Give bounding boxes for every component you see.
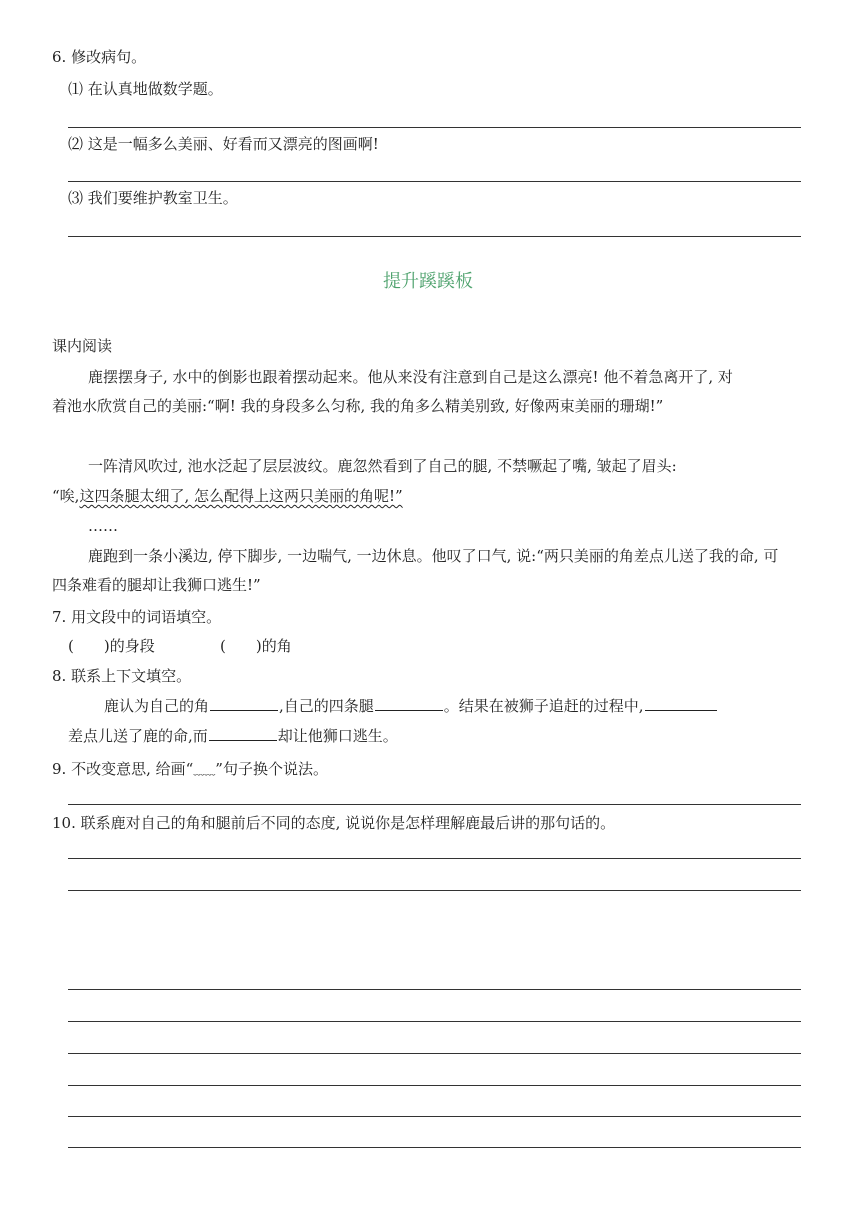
q8-title: 8. 联系上下文填空。 [52, 667, 192, 685]
q8-text-1: 鹿认为自己的角 [104, 697, 210, 715]
wavy-mark: ﹏﹏ [193, 764, 216, 777]
q9-title [52, 759, 328, 781]
quote-open: “唉, [52, 487, 80, 505]
q6-item-1: ⑴ 在认真地做数学题。 [68, 80, 223, 98]
q7-blank-2[interactable]: ( )的角 [220, 637, 292, 655]
q8-line-1 [104, 696, 718, 716]
q8-blank-1[interactable] [210, 696, 278, 711]
answer-line[interactable] [68, 1116, 801, 1117]
ellipsis: …… [88, 517, 118, 535]
q8-line-2 [68, 726, 398, 746]
section-title: 提升蹊蹊板 [383, 271, 473, 292]
reading-paragraph-2a: 一阵清风吹过, 池水泛起了层层波纹。鹿忽然看到了自己的腿, 不禁噘起了嘴, 皱起了眉头: [88, 457, 677, 475]
q8-text-2: ,自己的四条腿 [279, 697, 374, 715]
answer-line[interactable] [68, 1021, 801, 1022]
answer-line[interactable] [68, 1085, 801, 1086]
q8-blank-2[interactable] [375, 696, 443, 711]
q8-blank-3[interactable] [645, 696, 717, 711]
q10-title: 10. 联系鹿对自己的角和腿前后不同的态度, 说说你是怎样理解鹿最后讲的那句话的。 [52, 814, 616, 832]
answer-line[interactable] [68, 858, 801, 859]
answer-line[interactable] [68, 236, 801, 237]
answer-line[interactable] [68, 804, 801, 805]
wavy-underlined-sentence: 这四条腿太细了, 怎么配得上这两只美丽的角呢!” [79, 487, 403, 505]
answer-line[interactable] [68, 181, 801, 182]
q6-title: 6. 修改病句。 [52, 48, 147, 66]
answer-line[interactable] [68, 1053, 801, 1054]
q8-blank-4[interactable] [209, 726, 277, 741]
answer-line[interactable] [68, 890, 801, 891]
answer-line[interactable] [68, 127, 801, 128]
answer-line[interactable] [68, 1147, 801, 1148]
answer-line[interactable] [68, 989, 801, 990]
q9-text-post: ”句子换个说法。 [215, 760, 328, 778]
reading-paragraph-3: 鹿跑到一条小溪边, 停下脚步, 一边喘气, 一边休息。他叹了口气, 说:“两只美丽的角差点儿送了我的命, 可四条难看的腿却让我狮口逃生!” [52, 547, 779, 594]
q9-text-pre: 9. 不改变意思, 给画“ [52, 760, 194, 778]
q6-item-3: ⑶ 我们要维护教室卫生。 [68, 189, 238, 207]
q8-text-4: 差点儿送了鹿的命,而 [68, 727, 208, 745]
reading-paragraph-1: 鹿摆摆身子, 水中的倒影也跟着摆动起来。他从来没有注意到自己是这么漂亮! 他不着急离开了, 对着池水欣赏自己的美丽:“啊! 我的身段多么匀称, 我的角多么精美别致, 好像两束美丽的珊瑚!” [52, 368, 733, 415]
q7-title: 7. 用文段中的词语填空。 [52, 608, 222, 626]
q6-item-2: ⑵ 这是一幅多么美丽、好看而又漂亮的图画啊! [68, 135, 379, 153]
q8-text-3: 。结果在被狮子追赶的过程中, [443, 697, 644, 715]
reading-paragraph-2b [52, 486, 403, 506]
q7-blank-1[interactable]: ( )的身段 [68, 637, 155, 655]
q8-text-5: 却让他狮口逃生。 [277, 727, 398, 745]
reading-label: 课内阅读 [52, 337, 113, 355]
